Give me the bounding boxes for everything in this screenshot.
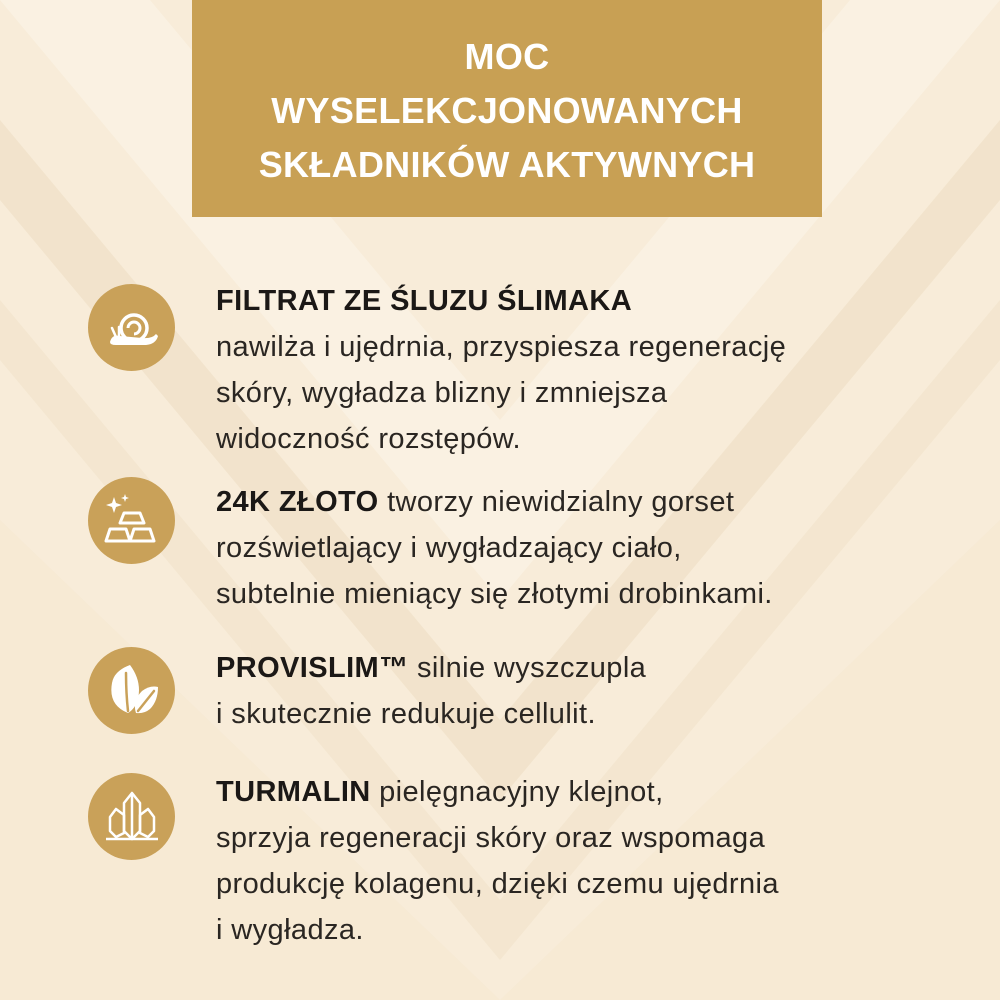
ingredient-first-line-rest: silnie wyszczupla [416,652,647,684]
header-banner [192,0,822,217]
ingredient-title: TURMALIN [216,776,371,808]
leaves-icon [102,661,162,721]
ingredient-line: i wygładza. [216,914,364,946]
snail-icon [102,298,162,358]
ingredient-line: sprzyja regeneracji skóry oraz wspomaga [216,822,766,854]
ingredient-title: 24K ZŁOTO [216,486,379,518]
title-line-1: MOC [464,35,550,77]
ingredient-text [216,645,946,737]
ingredient-text [216,479,946,617]
ingredient-line: i skutecznie redukuje cellulit. [216,698,596,730]
ingredient-line: subtelnie mieniący się złotymi drobinkami. [216,578,773,610]
ingredient-title: FILTRAT ZE ŚLUZU ŚLIMAKA [216,285,633,317]
page-title [259,26,756,192]
ingredient-line: skóry, wygładza blizny i zmniejsza [216,377,668,409]
ingredient-text [216,278,946,462]
ingredient-line: rozświetlający i wygładzający ciało, [216,532,682,564]
gold-bars-icon-badge [88,477,175,564]
title-line-3: SKŁADNIKÓW AKTYWNYCH [258,143,756,185]
crystal-icon [102,787,162,847]
ingredient-first-line-rest: pielęgnacyjny klejnot, [379,776,664,808]
ingredient-first-line-rest: tworzy niewidzialny gorset [387,486,735,518]
ingredient-line: nawilża i ujędrnia, przyspiesza regenerację [216,331,787,363]
crystal-icon-badge [88,773,175,860]
ingredient-text [216,769,946,953]
ingredient-line: widoczność rozstępów. [216,423,521,455]
title-line-2: WYSELEKCJONOWANYCH [271,89,743,131]
leaves-icon-badge [88,647,175,734]
gold-bars-icon [102,491,162,551]
ingredient-title: PROVISLIM™ [216,652,409,684]
snail-icon-badge [88,284,175,371]
ingredient-line: produkcję kolagenu, dzięki czemu ujędrnia [216,868,779,900]
